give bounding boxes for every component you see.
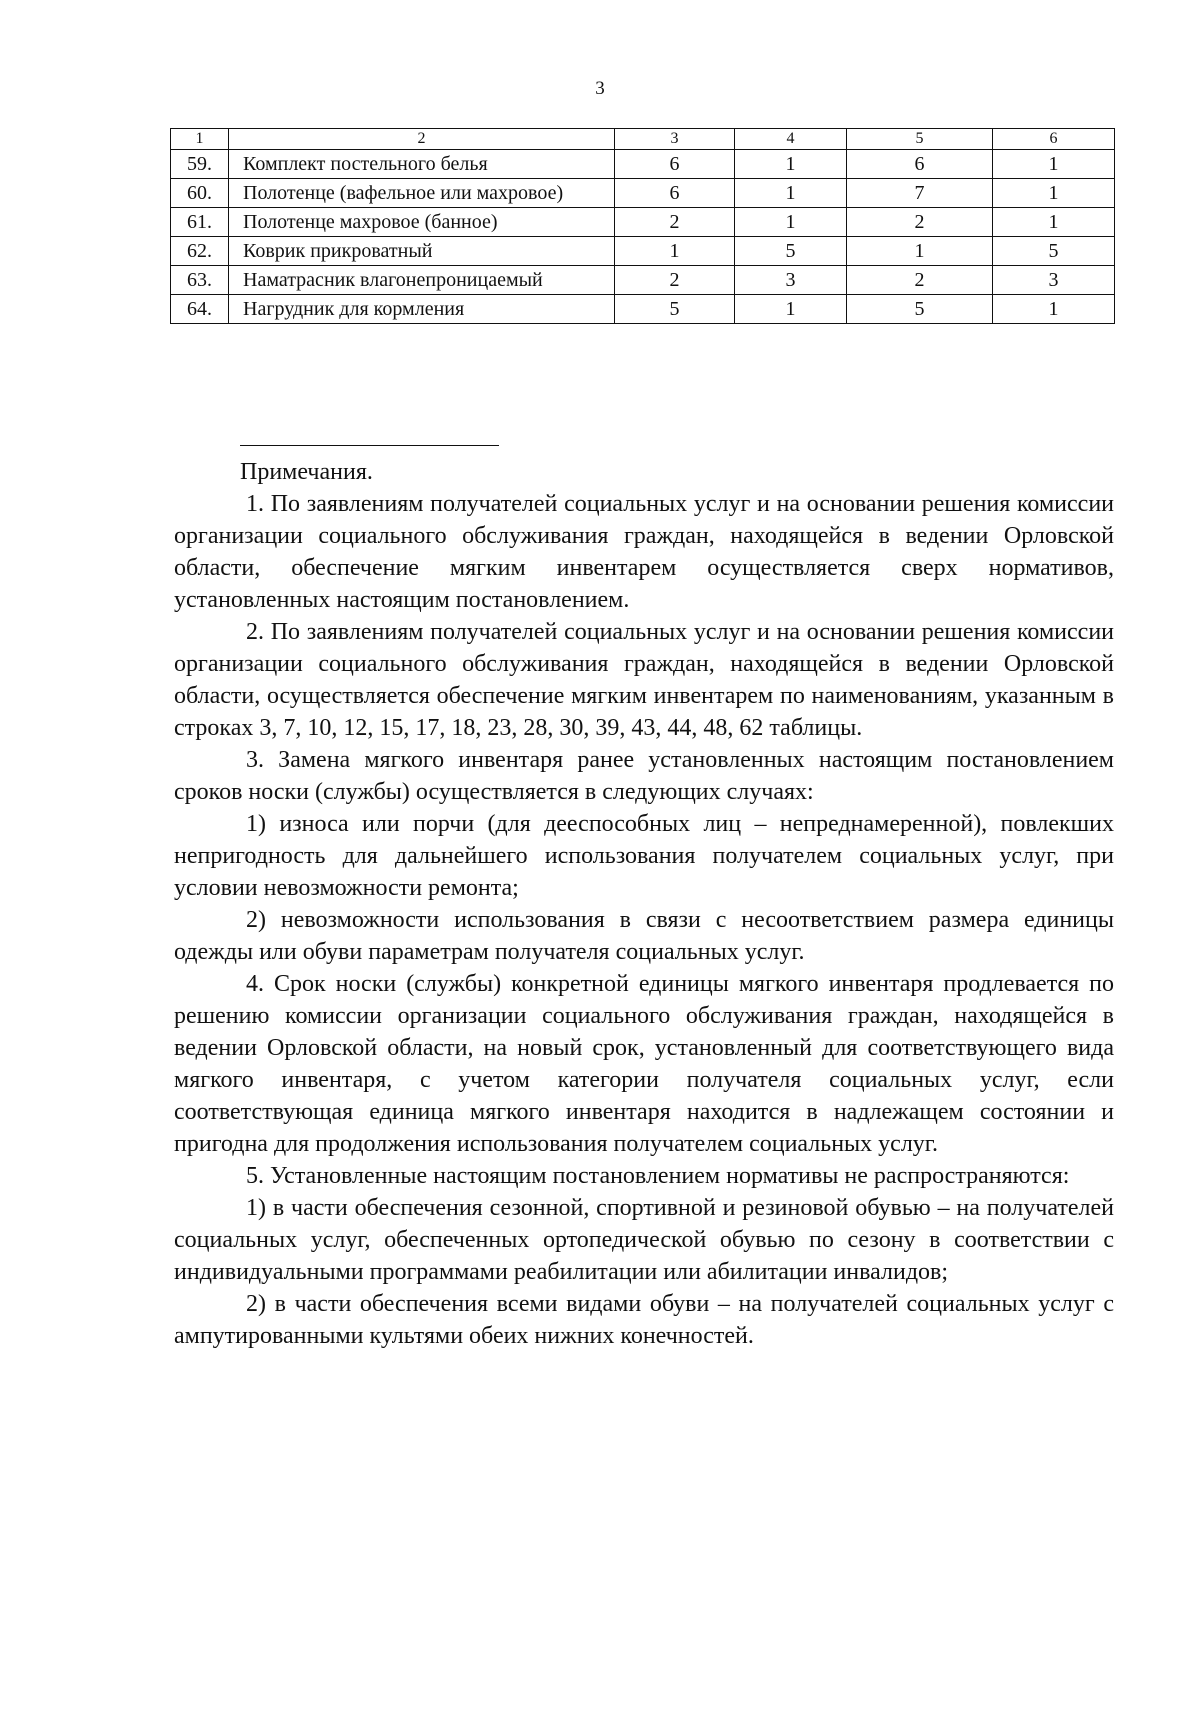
- value-cell: 1: [847, 237, 993, 266]
- table-row: [171, 237, 1115, 266]
- note-paragraph: 3. Замена мягкого инвентаря ранее установленных настоящим постановлением сроков носки (службы) осуществляется в следующих случаях:: [174, 747, 1114, 805]
- page-number: 3: [595, 78, 605, 99]
- note-subparagraph: 2) невозможности использования в связи с несоответствием размера единицы одежды или обуви параметрам получателя социальных услуг.: [174, 907, 1114, 965]
- note-paragraph: 5. Установленные настоящим постановлением нормативы не распространяются:: [246, 1163, 1070, 1189]
- table-row: [171, 150, 1115, 179]
- value-cell: 1: [735, 179, 847, 208]
- value-cell: 1: [993, 295, 1115, 324]
- value-cell: 7: [847, 179, 993, 208]
- value-cell: 1: [735, 150, 847, 179]
- header-cell: 6: [993, 129, 1115, 150]
- value-cell: 6: [615, 179, 735, 208]
- note-paragraph: 4. Срок носки (службы) конкретной единицы мягкого инвентаря продлевается по решению комиссии организации социального обслуживания граждан, находящейся в ведении Орловской области, на новый срок, установленный для соответствующего вида мягкого инвентаря, с учетом категории получателя социальных услуг, если соответствующая единица мягкого инвентаря находится в надлежащем состоянии и пригодна для продолжения использования получателем социальных услуг.: [174, 971, 1114, 1157]
- footnote-separator: [240, 445, 499, 446]
- value-cell: 1: [735, 208, 847, 237]
- item-name: Комплект постельного белья: [229, 150, 615, 179]
- value-cell: 1: [993, 179, 1115, 208]
- row-number: 60.: [171, 179, 229, 208]
- row-number: 59.: [171, 150, 229, 179]
- row-number: 62.: [171, 237, 229, 266]
- value-cell: 1: [993, 150, 1115, 179]
- note-paragraph: 1. По заявлениям получателей социальных услуг и на основании решения комиссии организации социального обслуживания граждан, находящейся в ведении Орловской области, обеспечение мягким инвентарем осуществляется сверх нормативов, установленных настоящим постановлением.: [174, 491, 1114, 613]
- inventory-table: [170, 128, 1115, 324]
- table-row: [171, 208, 1115, 237]
- table-row: [171, 179, 1115, 208]
- value-cell: 6: [847, 150, 993, 179]
- value-cell: 5: [615, 295, 735, 324]
- notes-title: Примечания.: [240, 459, 373, 485]
- value-cell: 2: [847, 208, 993, 237]
- table-row: [171, 266, 1115, 295]
- header-cell: 1: [171, 129, 229, 150]
- value-cell: 1: [615, 237, 735, 266]
- header-cell: 5: [847, 129, 993, 150]
- item-name: Коврик прикроватный: [229, 237, 615, 266]
- row-number: 64.: [171, 295, 229, 324]
- value-cell: 5: [735, 237, 847, 266]
- item-name: Полотенце (вафельное или махровое): [229, 179, 615, 208]
- value-cell: 2: [615, 208, 735, 237]
- note-subparagraph: 1) износа или порчи (для дееспособных лиц – непреднамеренной), повлекших непригодность для дальнейшего использования получателем социальных услуг, при условии невозможности ремонта;: [174, 811, 1114, 901]
- item-name: Полотенце махровое (банное): [229, 208, 615, 237]
- value-cell: 3: [993, 266, 1115, 295]
- notes-section: [174, 456, 1114, 1352]
- value-cell: 1: [993, 208, 1115, 237]
- item-name: Нагрудник для кормления: [229, 295, 615, 324]
- value-cell: 2: [847, 266, 993, 295]
- row-number: 61.: [171, 208, 229, 237]
- header-cell: 2: [229, 129, 615, 150]
- row-number: 63.: [171, 266, 229, 295]
- note-paragraph: 2. По заявлениям получателей социальных услуг и на основании решения комиссии организации социального обслуживания граждан, находящейся в ведении Орловской области, осуществляется обеспечение мягким инвентарем по наименованиям, указанным в строках 3, 7, 10, 12, 15, 17, 18, 23, 28, 30, 39, 43, 44, 48, 62 таблицы.: [174, 619, 1114, 741]
- value-cell: 5: [847, 295, 993, 324]
- table-row: [171, 295, 1115, 324]
- value-cell: 1: [735, 295, 847, 324]
- header-cell: 4: [735, 129, 847, 150]
- note-subparagraph: 1) в части обеспечения сезонной, спортивной и резиновой обувью – на получателей социальных услуг, обеспеченных ортопедической обувью по сезону в соответствии с индивидуальными программами реабилитации или абилитации инвалидов;: [174, 1195, 1114, 1285]
- header-cell: 3: [615, 129, 735, 150]
- value-cell: 6: [615, 150, 735, 179]
- item-name: Наматрасник влагонепроницаемый: [229, 266, 615, 295]
- note-subparagraph: 2) в части обеспечения всеми видами обуви – на получателей социальных услуг с ампутированными культями обеих нижних конечностей.: [174, 1291, 1114, 1349]
- value-cell: 2: [615, 266, 735, 295]
- value-cell: 5: [993, 237, 1115, 266]
- table-header-row: [171, 129, 1115, 150]
- value-cell: 3: [735, 266, 847, 295]
